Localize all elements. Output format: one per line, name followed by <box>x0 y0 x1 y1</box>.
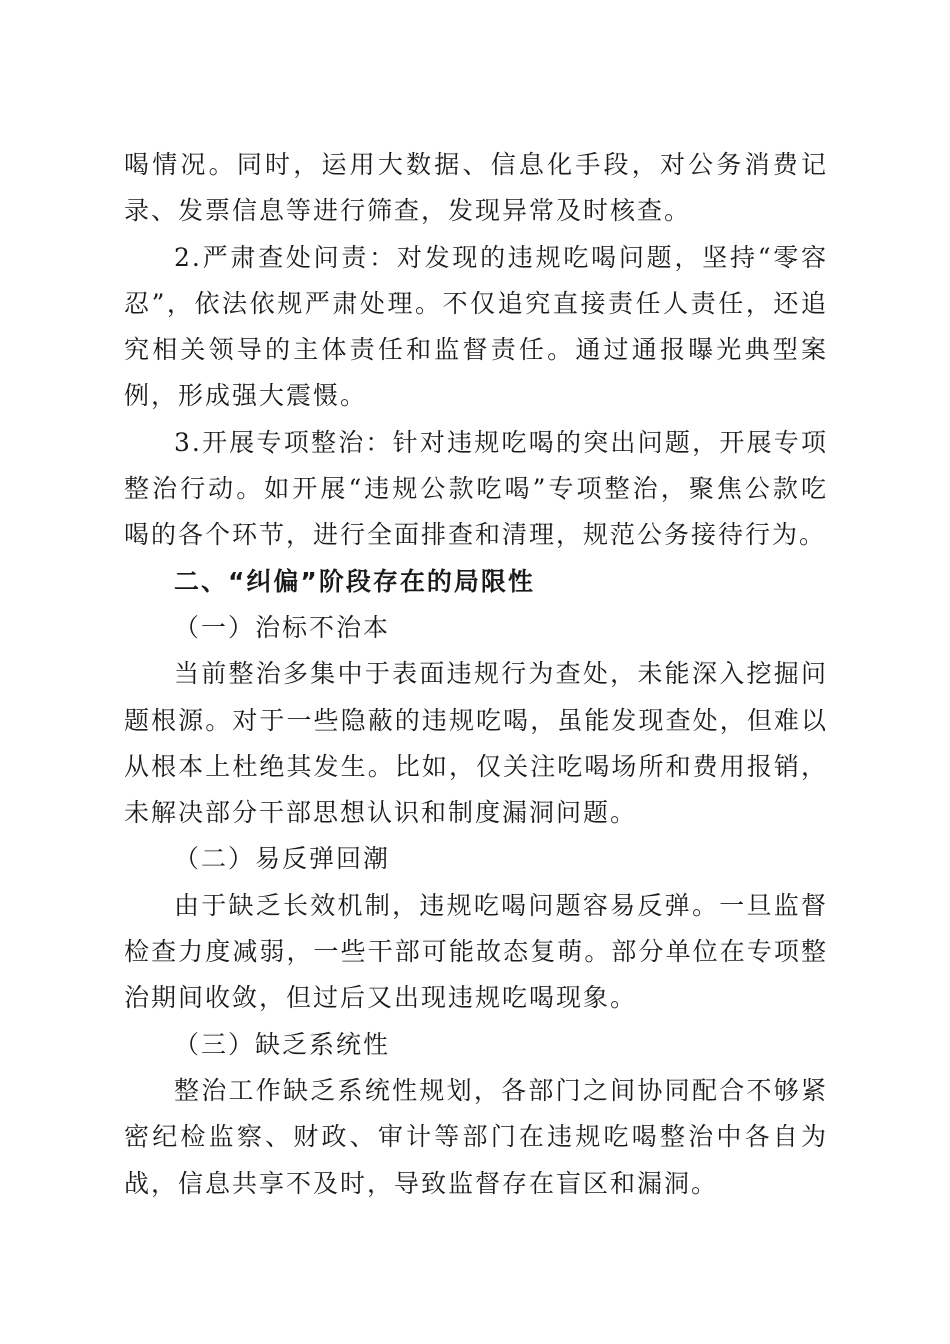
subsection-paragraph-2: 由于缺乏长效机制，违规吃喝问题容易反弹。一旦监督检查力度减弱，一些干部可能故态复萌。部分单位在专项整治期间收敛，但过后又出现违规吃喝现象。 <box>124 890 828 1013</box>
paragraph-item-3: 3.开展专项整治：针对违规吃喝的突出问题，开展专项整治行动。如开展“违规公款吃喝”专项整治，聚焦公款吃喝的各个环节，进行全面排查和清理，规范公务接待行为。 <box>124 427 828 550</box>
section-heading-2: 二、“纠偏”阶段存在的局限性 <box>174 566 535 596</box>
subsection-heading-2: （二）易反弹回潮 <box>174 844 391 874</box>
subsection-paragraph-3: 整治工作缺乏系统性规划，各部门之间协同配合不够紧密纪检监察、财政、审计等部门在违规吃喝整治中各自为战，信息共享不及时，导致监督存在盲区和漏洞。 <box>124 1075 828 1198</box>
document-body <box>124 142 828 1207</box>
subsection-heading-3: （三）缺乏系统性 <box>174 1029 391 1059</box>
paragraph-continued: 喝情况。同时，运用大数据、信息化手段，对公务消费记录、发票信息等进行筛查，发现异常及时核查。 <box>124 150 828 226</box>
subsection-paragraph-1: 当前整治多集中于表面违规行为查处，未能深入挖掘问题根源。对于一些隐蔽的违规吃喝，虽能发现查处，但难以从根本上杜绝其发生。比如，仅关注吃喝场所和费用报销，未解决部分干部思想认识和制度漏洞问题。 <box>124 659 828 828</box>
paragraph-item-2: 2.严肃查处问责：对发现的违规吃喝问题，坚持“零容忍”，依法依规严肃处理。不仅追究直接责任人责任，还追究相关领导的主体责任和监督责任。通过通报曝光典型案例，形成强大震慑。 <box>124 242 828 411</box>
subsection-heading-1: （一）治标不治本 <box>174 612 391 642</box>
